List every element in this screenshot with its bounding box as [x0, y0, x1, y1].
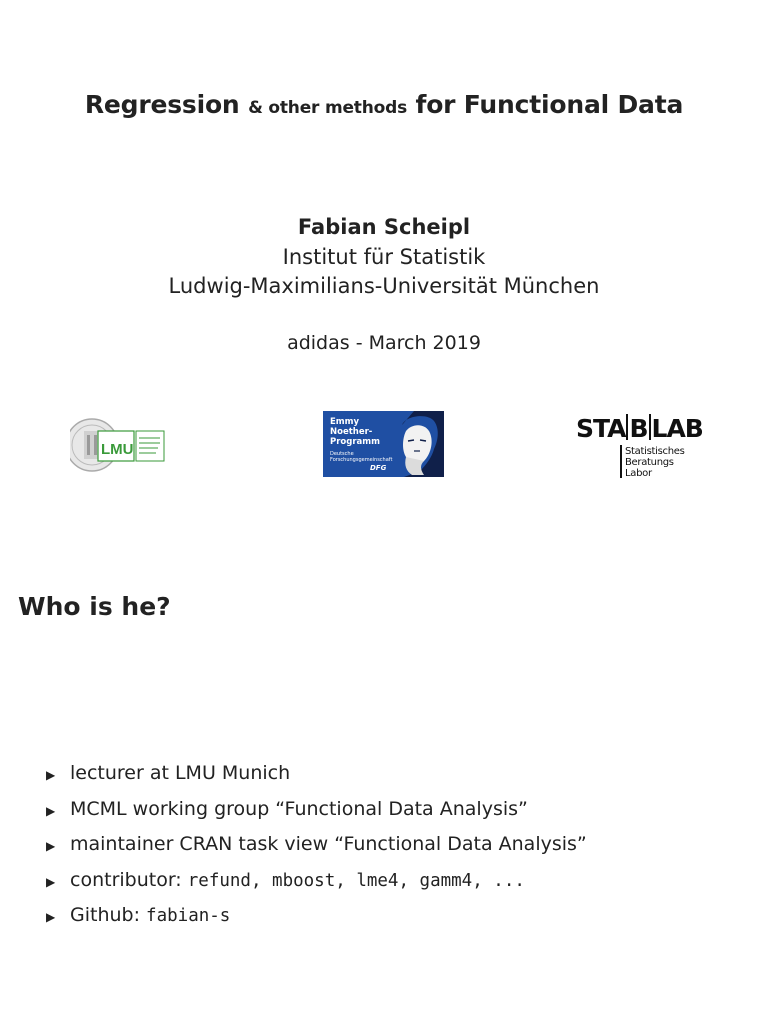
lmu-logo [70, 413, 168, 477]
bullet-text: lecturer at LMU Munich [70, 762, 291, 784]
bullet-triangle-icon: ▶ [46, 803, 56, 818]
list-item [46, 869, 587, 905]
bullet-triangle-icon: ▶ [46, 768, 56, 782]
bullet-triangle-icon: ▶ [46, 839, 56, 853]
list-item [46, 798, 587, 834]
package-list: refund, mboost, lme4, gamm4, ... [187, 870, 525, 891]
emmy-noether-logo [323, 411, 444, 477]
portrait-icon [384, 411, 444, 477]
title-small: & other methods [248, 98, 407, 118]
emmy-logo-subtext: Deutsche Forschungsgemeinschaft [330, 451, 393, 463]
title-main-1: Regression [84, 90, 240, 119]
lmu-logo-text: LMU [101, 441, 134, 458]
list-item [46, 833, 587, 869]
slide-title [0, 90, 768, 119]
institute: Institut für Statistik [282, 245, 486, 269]
stablab-logo [576, 414, 701, 480]
stablab-wordmark: STA B LAB [576, 414, 703, 443]
event-date: adidas - March 2019 [287, 332, 481, 354]
list-item [46, 762, 587, 798]
about-slide [0, 540, 768, 1024]
bullet-text: Github: [70, 904, 147, 926]
emmy-logo-text: Emmy Noether- Programm [330, 417, 380, 447]
title-main-2: for Functional Data [415, 90, 684, 119]
author-name: Fabian Scheipl [297, 215, 471, 239]
bullet-triangle-icon: ▶ [46, 874, 56, 889]
slide-heading: Who is he? [18, 592, 171, 621]
list-item [46, 904, 587, 940]
dfg-label: DFG [370, 464, 387, 472]
stablab-subtext: Statistisches Beratungs Labor [625, 446, 685, 479]
university: Ludwig-Maximilians-Universität München [168, 274, 600, 298]
bullet-triangle-icon: ▶ [46, 910, 56, 924]
bullet-text: contributor: [70, 868, 188, 891]
lmu-seal-icon [70, 413, 168, 477]
bullet-text: MCML working group “Functional Data Analysis” [70, 797, 528, 820]
bullet-list [46, 762, 587, 940]
stablab-divider [620, 445, 622, 478]
github-handle[interactable]: fabian-s [146, 906, 231, 926]
bullet-text: maintainer CRAN task view “Functional Data Analysis” [70, 833, 587, 855]
